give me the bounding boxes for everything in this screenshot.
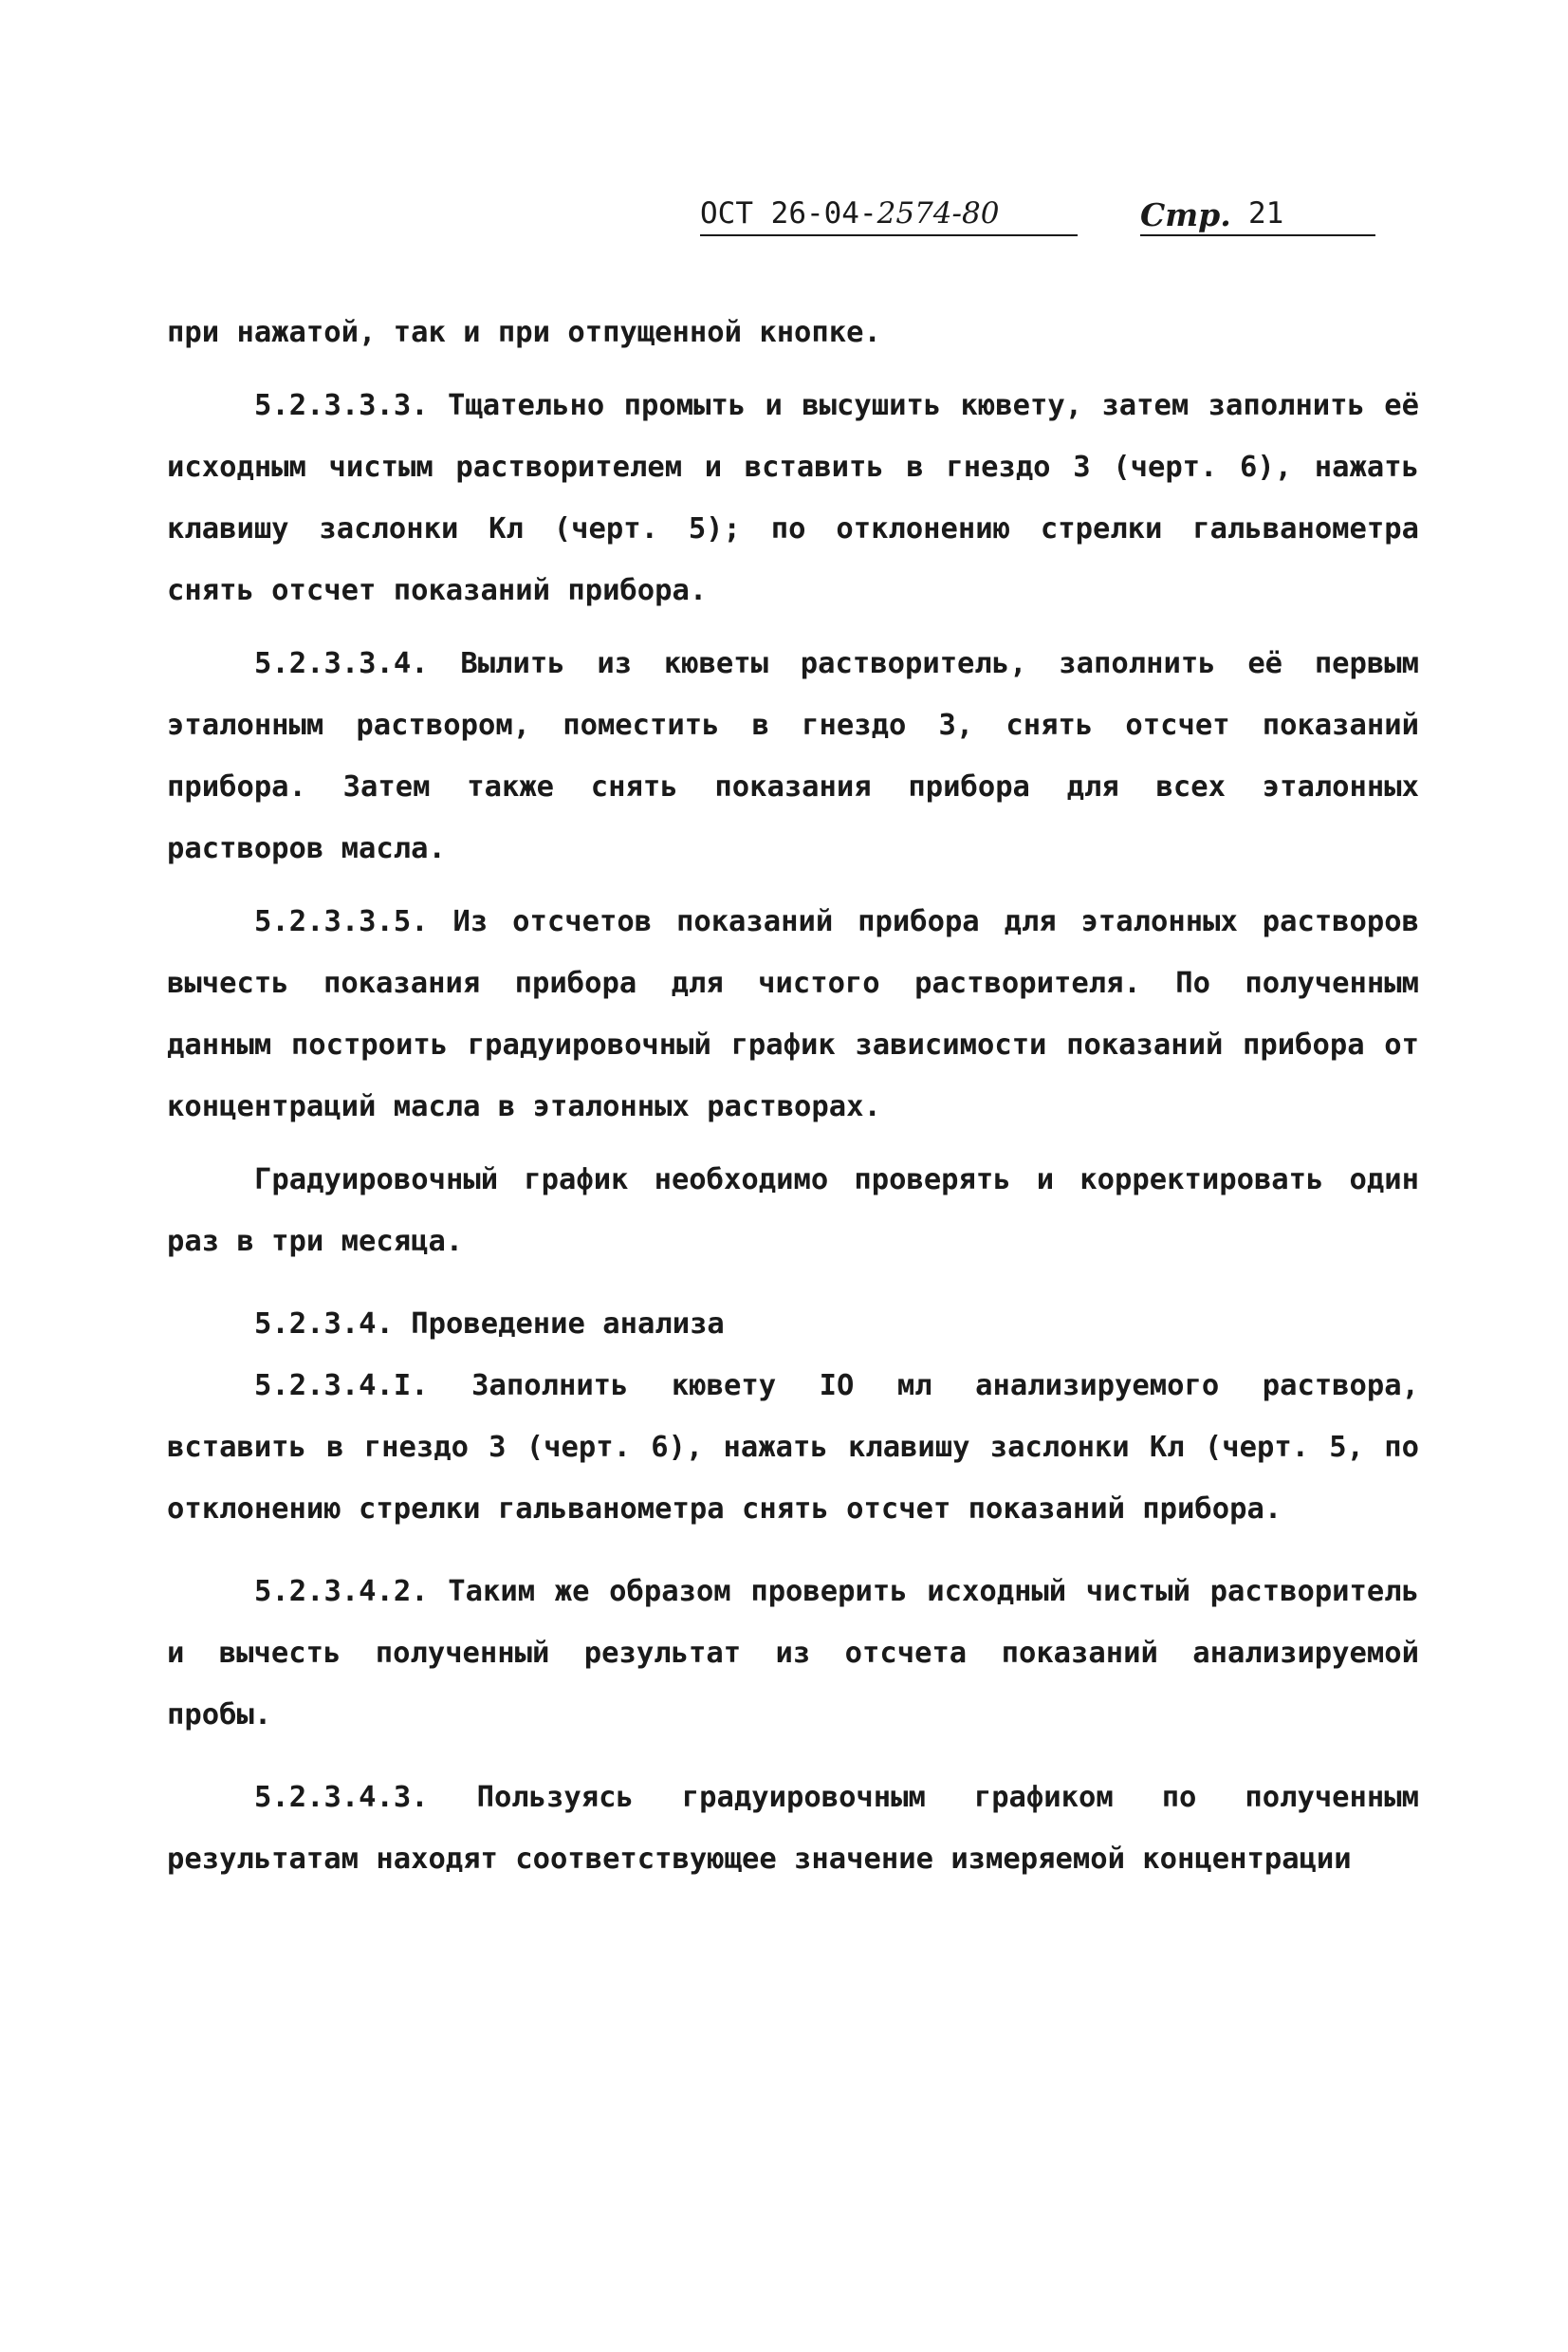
paragraph-5-2-3-4-3: 5.2.3.4.3. Пользуясь градуировочным графиком по полученным результатам находят соответствующее значение измеряемой концентрации (167, 1781, 1419, 1876)
paragraph-5-2-3-3-4: 5.2.3.3.4. Вылить из кюветы растворитель, заполнить её первым эталонным раствором, поместить в гнездо 3, снять отсчет показаний прибора. Затем также снять показания прибора для всех эталонных растворов масла. (167, 647, 1419, 865)
page-number: 21 (1248, 196, 1284, 231)
page-header (700, 194, 1375, 238)
paragraph-5-2-3-4-1: 5.2.3.4.I. Заполнить кювету IO мл анализируемого раствора, вставить в гнездо 3 (черт. 6), нажать клавишу заслонки Кл (черт. 5, по отклонению стрелки гальванометра снять отсчет показаний прибора. (167, 1369, 1419, 1526)
document-code-handwritten: 2574-80 (876, 196, 1000, 231)
paragraph-calibration-note: Градуировочный график необходимо проверять и корректировать один раз в три месяца. (167, 1163, 1419, 1258)
page-label: Стр. (1140, 196, 1231, 233)
page-number-underline (1140, 234, 1375, 236)
paragraph-5-2-3-4-2: 5.2.3.4.2. Таким же образом проверить исходный чистый растворитель и вычесть полученный результат из отсчета показаний анализируемой пробы. (167, 1575, 1419, 1732)
document-body (167, 302, 1419, 1890)
document-code-underline (700, 234, 1078, 236)
paragraph-5-2-3-3-5: 5.2.3.3.5. Из отсчетов показаний прибора для эталонных растворов вычесть показания прибора для чистого растворителя. По полученным данным построить градуировочный график зависимости показаний прибора от концентраций масла в эталонных растворах. (167, 905, 1419, 1123)
paragraph-5-2-3-3-3: 5.2.3.3.3. Тщательно промыть и высушить кювету, затем заполнить её исходным чистым растворителем и вставить в гнездо 3 (черт. 6), нажать клавишу заслонки Кл (черт. 5); по отклонению стрелки гальванометра снять отсчет показаний прибора. (167, 389, 1419, 607)
section-heading-5-2-3-4: 5.2.3.4. Проведение анализа (254, 1307, 725, 1341)
document-code-typed: ОСТ 26-04- (700, 196, 877, 231)
document-code (700, 194, 999, 232)
paragraph-continuation: при нажатой, так и при отпущенной кнопке. (167, 316, 881, 349)
